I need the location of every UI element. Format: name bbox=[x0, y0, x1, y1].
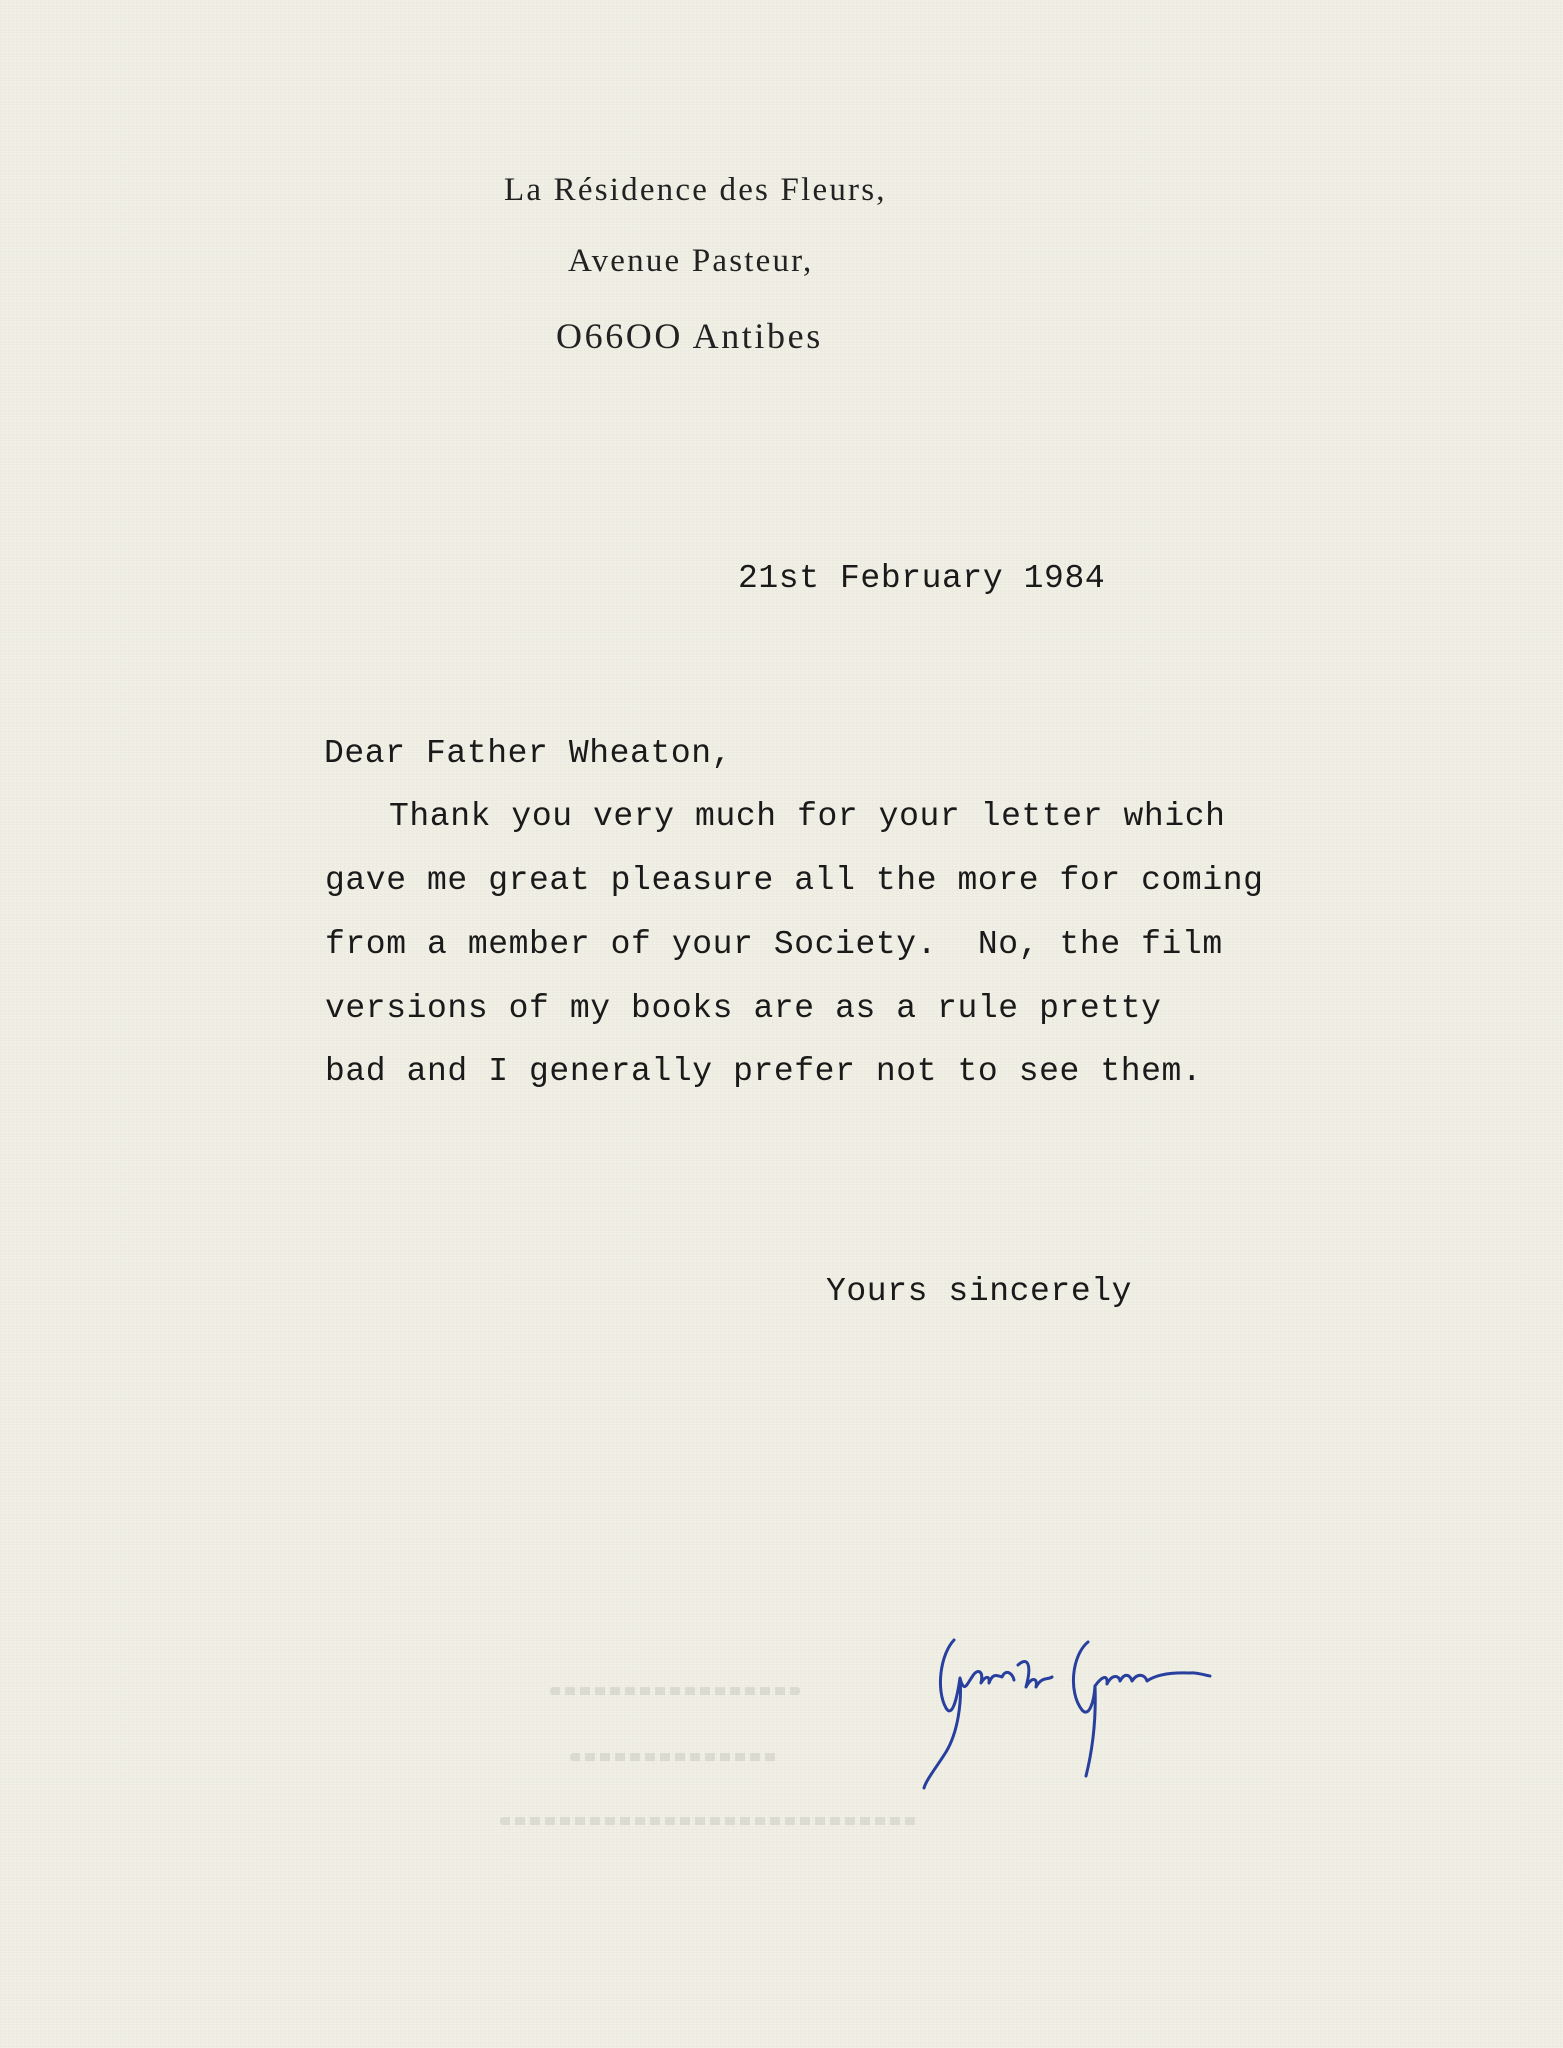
letter-body-line: Thank you very much for your letter which bbox=[389, 798, 1226, 835]
letter-body-line: gave me great pleasure all the more for coming bbox=[325, 862, 1264, 899]
letterhead-line-street: Avenue Pasteur, bbox=[568, 243, 814, 279]
letter-body-line: from a member of your Society. No, the film bbox=[325, 926, 1223, 963]
letter-date: 21st February 1984 bbox=[738, 560, 1106, 597]
letter-salutation: Dear Father Wheaton, bbox=[324, 735, 733, 772]
letterhead-line-city: O66OO Antibes bbox=[556, 316, 823, 356]
letter-body-line: versions of my books are as a rule pretty bbox=[325, 990, 1162, 1027]
letter-closing: Yours sincerely bbox=[826, 1273, 1133, 1310]
show-through-print bbox=[490, 1665, 920, 1835]
letter-body-line: bad and I generally prefer not to see them. bbox=[325, 1053, 1203, 1090]
letterhead-line-residence: La Résidence des Fleurs, bbox=[504, 172, 887, 208]
handwritten-signature bbox=[918, 1620, 1258, 1790]
